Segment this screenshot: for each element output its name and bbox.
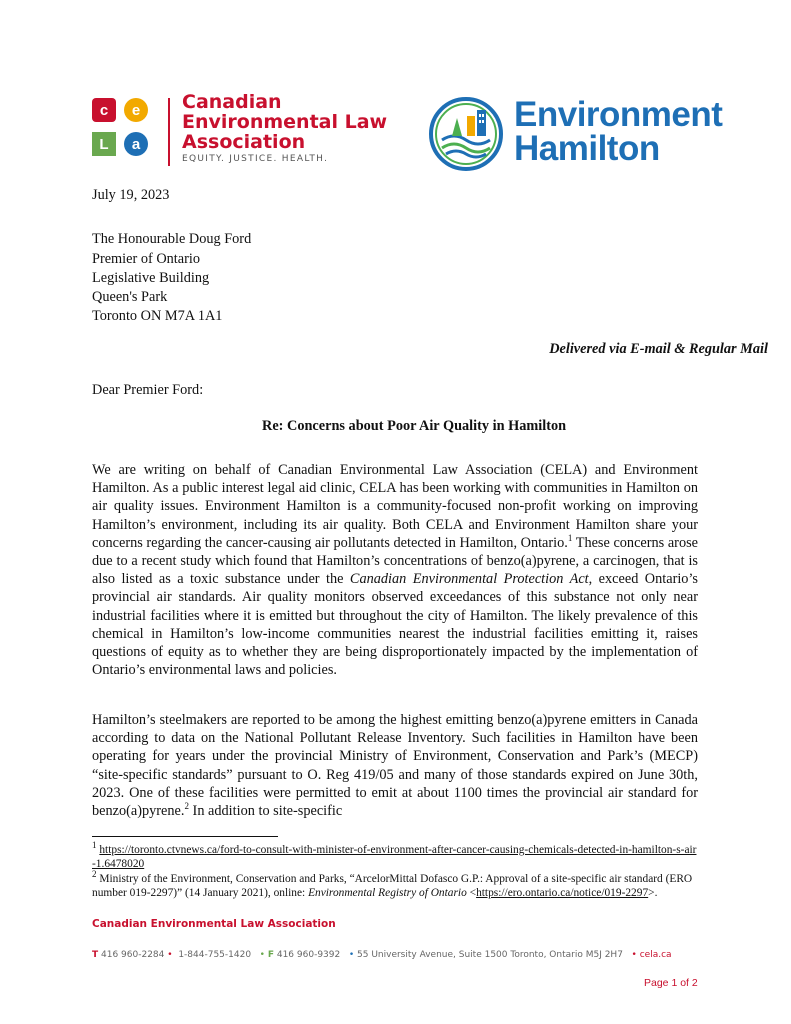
environment-hamilton-logo	[428, 94, 748, 174]
footnote-number: 1	[92, 840, 97, 851]
footnote-2	[92, 869, 698, 901]
paragraph-text: In addition to site-specific	[188, 803, 343, 820]
recipient-line: The Honourable Doug Ford	[92, 231, 252, 247]
cela-logo	[92, 92, 392, 172]
footer-website[interactable]: cela.ca	[639, 950, 672, 960]
recipient-line: Queen's Park	[92, 289, 168, 305]
letter-date: July 19, 2023	[92, 187, 170, 203]
footer-org-name: Canadian Environmental Law Association	[92, 918, 336, 930]
footer-contact-line: T 416 960-2284 • 1-844-755-1420 • F 416 960-9392 • 55 University Avenue, Suite 1500 Toronto, Ontario M5J 2H7 • cela.ca	[92, 950, 672, 960]
paragraph-text: These concerns arose due to a recent study which found that Hamilton’s concentrations of benzo(a)pyrene, a carcinogen, that is also listed as a toxic substance under the	[92, 534, 699, 588]
footnote-text: <	[466, 887, 477, 900]
recipient-line: Toronto ON M7A 1A1	[92, 308, 223, 324]
act-title: Canadian Environmental Protection Act	[349, 571, 589, 588]
delivery-method: Delivered via E-mail & Regular Mail	[549, 341, 768, 357]
page-number: Page 1 of 2	[644, 977, 698, 989]
footnote-ref-1[interactable]: 1	[567, 533, 573, 544]
body-paragraph-1	[92, 461, 698, 679]
recipient-line: Legislative Building	[92, 270, 210, 286]
eh-name-line: Hamilton	[514, 129, 660, 168]
cela-tagline: EQUITY. JUSTICE. HEALTH.	[182, 154, 329, 164]
footnote-text: >.	[648, 887, 658, 900]
footnote-number: 2	[92, 869, 97, 880]
cela-divider	[168, 98, 170, 166]
cela-letter-e: e	[124, 98, 148, 122]
fax-label: F	[267, 950, 274, 960]
paragraph-text: Hamilton’s steelmakers are reported to be among the highest emitting benzo(a)pyrene emitters in Canada according to data on the National Pollutant Release Inventory. Such facilities in Hamilton have been operating for years under the provincial Ministry of Environment, Conservation and Park’s (MECP) “site-specific standards” pursuant to O. Reg 419/05 and many of those standards expired on June 30th, 2023. One of these facilities were permitted to emit at about 1100 times the provincial air standard for benzo(a)pyrene.	[92, 712, 698, 820]
footnote-source-title: Environmental Registry of Ontario	[308, 887, 467, 900]
body-paragraph-2	[92, 711, 698, 820]
footnote-text: Ministry of the Environment, Conservation and Parks, “ArcelorMittal Dofasco G.P.: Approval of a site-specific air standard (ERO number 019-2297)” (14 January 2021), online:	[92, 873, 693, 900]
footer-phone: 416 960-2284	[101, 950, 165, 960]
footnote-separator	[92, 836, 278, 837]
recipient-block	[92, 230, 251, 326]
cela-logo-mark	[92, 92, 156, 164]
paragraph-text: , exceed Ontario’s provincial air standards. Air quality monitors observed exceedances of this substance not only near industrial facilities where it is emitted but throughout the city of Hamilton. The likely prevalence of this chemical in Hamilton’s low-income communities nearest the industrial facilities emitting it, raises questions of equity as to whether they are being disproportionately impacted by the implementation of Ontario’s environmental laws and policies.	[92, 571, 698, 679]
cela-wordmark	[182, 92, 387, 152]
eh-wordmark	[514, 95, 723, 168]
recipient-line: Premier of Ontario	[92, 251, 200, 267]
cela-letter-c: c	[92, 98, 116, 122]
cela-name-line: Environmental Law	[182, 111, 388, 133]
cela-letter-l: L	[92, 132, 116, 156]
cela-name-line: Association	[182, 131, 306, 153]
footnote-ref-2[interactable]: 2	[184, 801, 189, 812]
footnote-2-link[interactable]: https://ero.ontario.ca/notice/019-2297	[476, 887, 649, 900]
paragraph-text: We are writing on behalf of Canadian Environmental Law Association (CELA) and Environment Hamilton. As a public interest legal aid clinic, CELA has been working with communities in Hamilton on air quality issues. Environment Hamilton is a community-focused non-profit working on improving Hamilton’s environment, including its air quality. Both CELA and Environment Hamilton share your concerns regarding the cancer-causing air pollutants detected in Hamilton, Ontario.	[92, 462, 698, 551]
footnote-1	[92, 840, 698, 872]
subject-line: Re: Concerns about Poor Air Quality in Hamilton	[262, 418, 567, 434]
footnote-1-link[interactable]: https://toronto.ctvnews.ca/ford-to-consult-with-minister-of-environment-after-cancer-causing-chemicals-detected-in-hamilton-s-air-1.6478020	[92, 844, 697, 871]
eh-name-line: Environment	[514, 95, 723, 134]
cela-name-line: Canadian	[182, 91, 282, 113]
phone-label: T	[92, 950, 99, 960]
cela-letter-a: a	[124, 132, 148, 156]
footer-tollfree: 1-844-755-1420	[178, 950, 252, 960]
footer-fax: 416 960-9392	[276, 950, 341, 960]
footer-address: 55 University Avenue, Suite 1500 Toronto, Ontario M5J 2H7	[357, 950, 623, 960]
eh-emblem-icon	[428, 96, 504, 172]
salutation: Dear Premier Ford:	[92, 382, 204, 398]
